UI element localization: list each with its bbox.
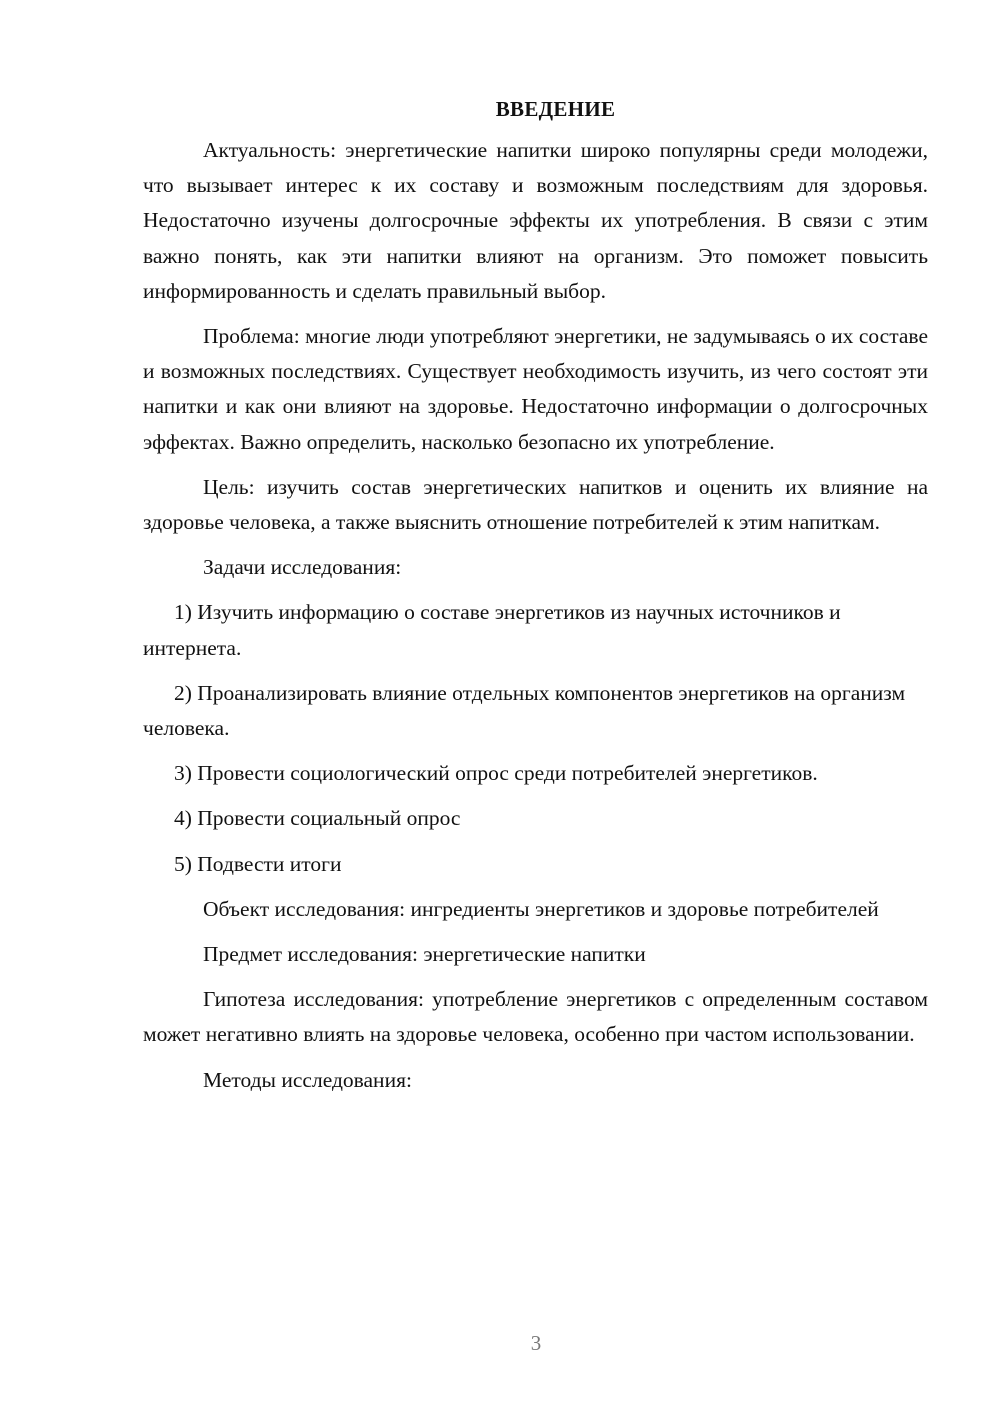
task-item-2: 2) Проанализировать влияние отдельных компонентов энергетиков на организм человека. [143, 680, 906, 741]
task-item-3: 3) Провести социологический опрос среди потребителей энергетиков. [174, 761, 818, 786]
relevance-paragraph: Актуальность: энергетические напитки широко популярны среди молодежи, что вызывает интерес к их составу и возможным последствиям для здоровья. Недостаточно изучены долгосрочные эффекты их употребления. В связи с этим важно понять, как эти напитки влияют на организм. Это поможет повысить информированность и сделать правильный выбор. [143, 138, 928, 303]
hypothesis-paragraph: Гипотеза исследования: употребление энергетиков с определенным составом может негативно влиять на здоровье человека, особенно при частом использовании. [143, 987, 928, 1047]
task-item-4: 4) Провести социальный опрос [174, 806, 461, 831]
methods-heading: Методы исследования: [203, 1067, 412, 1092]
task-item-1: 1) Изучить информацию о составе энергетиков из научных источников и интернета. [143, 600, 841, 660]
page-content [143, 92, 928, 1108]
page-title: ВВЕДЕНИЕ [495, 97, 616, 121]
problem-paragraph: Проблема: многие люди употребляют энергетики, не задумываясь о их составе и возможных последствиях. Существует необходимость изучить, из чего состоят эти напитки и как они влияют на здоровье. Недостаточно информации о долгосрочных эффектах. Важно определить, насколько безопасно их употребление. [143, 324, 928, 454]
object-paragraph: Объект исследования: ингредиенты энергетиков и здоровье потребителей [203, 896, 879, 921]
goal-paragraph: Цель: изучить состав энергетических напитков и оценить их влияние на здоровье человека, а также выяснить отношение потребителей к этим напиткам. [143, 474, 928, 535]
subject-paragraph: Предмет исследования: энергетические напитки [203, 942, 646, 967]
task-item-5: 5) Подвести итоги [174, 851, 342, 876]
page-number: 3 [530, 1331, 542, 1355]
tasks-list [143, 595, 928, 881]
tasks-heading: Задачи исследования: [203, 555, 402, 580]
